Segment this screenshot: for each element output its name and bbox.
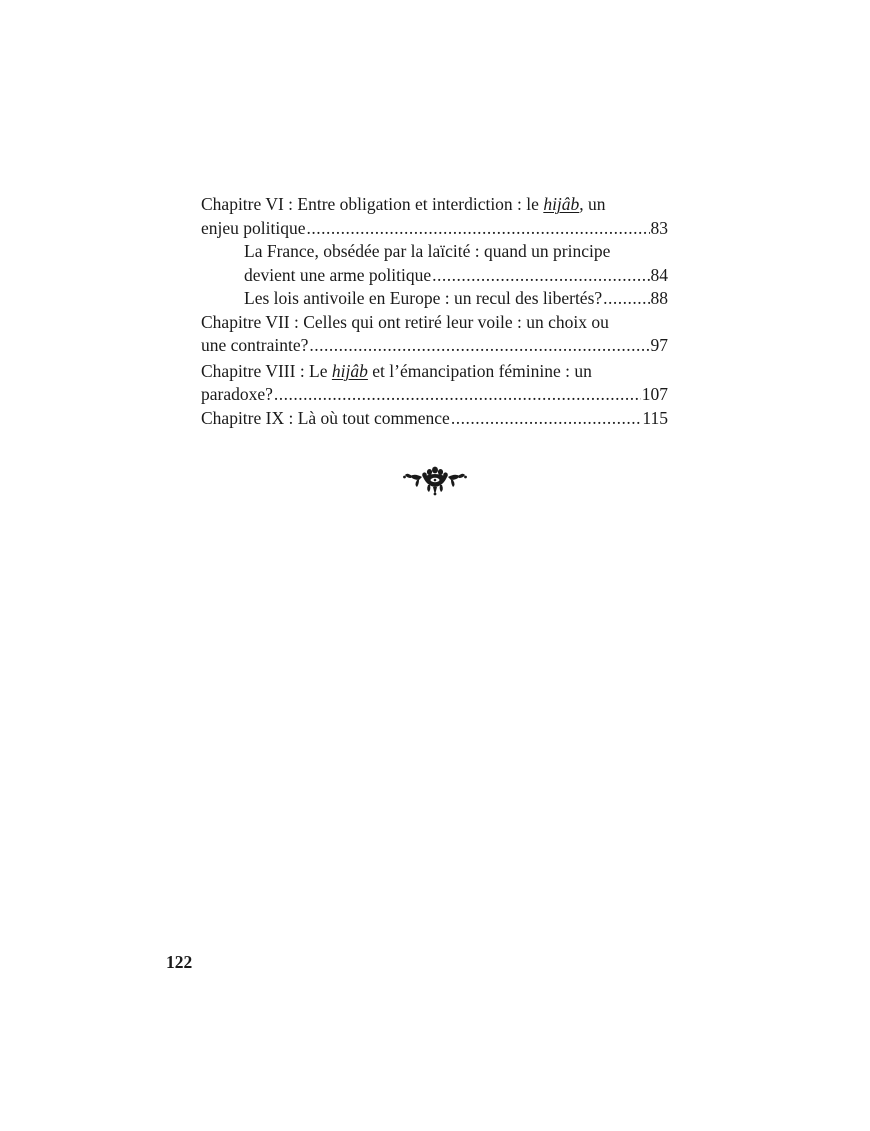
- dot-leader: [274, 383, 641, 407]
- toc-entry-title-line-1: La France, obsédée par la laïcité : quand un principe: [244, 241, 611, 261]
- toc-entry-title-line-1: Les lois antivoile en Europe : un recul des libertés? ..... 88: [244, 287, 668, 311]
- toc-entry-chapter-7[interactable]: [201, 311, 668, 358]
- toc-entry-chapter-6[interactable]: [201, 193, 668, 240]
- page-number: 84: [650, 264, 668, 285]
- toc-entry-title-line-1: Chapitre VIII : Le hijâb et l’émancipation féminine : un: [201, 360, 592, 381]
- dot-leader: [309, 334, 649, 358]
- page-number: 115: [642, 407, 668, 428]
- dot-leader: [307, 217, 650, 241]
- dot-leader: [451, 407, 642, 431]
- page-number: 107: [641, 384, 668, 404]
- toc-entry-section-france-laicite[interactable]: [244, 240, 668, 287]
- page-number-folio: 122: [166, 952, 193, 972]
- floral-vignette-icon: [402, 460, 468, 496]
- page-number: 88: [650, 288, 668, 308]
- italic-term-hijab: hijâb: [543, 194, 580, 214]
- toc-entry-title-line-2: une contrainte? ..... 97: [201, 334, 668, 358]
- page-number: 97: [650, 335, 668, 355]
- toc-entry-title-line-1: Chapitre VI : Entre obligation et interdiction : le hijâb, un: [201, 194, 606, 214]
- toc-entry-title-line-1: Chapitre IX : Là où tout commence ..... 115: [201, 407, 668, 431]
- table-of-contents: [201, 193, 668, 430]
- page-number: 83: [650, 217, 668, 238]
- dot-leader: [603, 287, 649, 311]
- toc-entry-section-lois-antivoile[interactable]: [244, 287, 668, 311]
- toc-entry-title-line-1: Chapitre VII : Celles qui ont retiré leur voile : un choix ou: [201, 311, 609, 332]
- toc-entry-title-line-2: enjeu politique ..... 83: [201, 217, 668, 241]
- toc-entry-title-line-2: devient une arme politique ..... 84: [244, 264, 668, 288]
- toc-entry-chapter-8[interactable]: [201, 360, 668, 407]
- toc-entry-title-line-2: paradoxe? ..... 107: [201, 383, 668, 407]
- italic-term-hijab: hijâb: [331, 360, 368, 381]
- dot-leader: [432, 264, 649, 288]
- toc-entry-chapter-9[interactable]: [201, 407, 668, 431]
